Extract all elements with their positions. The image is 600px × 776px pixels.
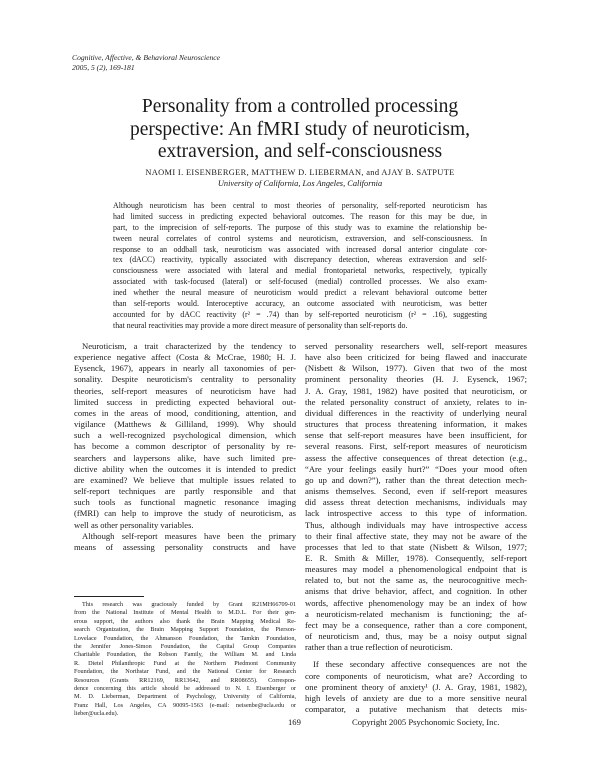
title-line: Personality from a controlled processing: [141, 96, 459, 117]
body-line: words, affective phenomenology may be an index of how: [305, 597, 527, 608]
body-line: structures that process threatening information, it makes: [305, 419, 527, 430]
body-line: Thus, although individuals may have introspective access: [305, 519, 527, 530]
footnote-line: Lovelace Foundation, the Ahmanson Foundation, the Tamkin Foundation,: [74, 634, 296, 642]
footnote-line: search Organization, the Brain Mapping Support Foundation, the Pierson-: [74, 626, 296, 634]
abstract-line: tex (dACC) reactivity, typically associated with discrepancy detection, whereas extraversion and self-: [113, 255, 487, 265]
body-line: comes in the areas of mood, conditioning, attention, and: [74, 407, 296, 418]
body-line: served personality researchers well, self-report measures: [305, 341, 527, 351]
abstract-line: response to an oddball task, neuroticism was associated with increased dorsal anterior cingulate cor-: [113, 244, 487, 254]
abstract-line: associated with task-focused (lateral) or self-focused (medial) controlled processes. We also exam-: [113, 277, 487, 287]
article-title: [60, 96, 540, 164]
body-line: (fMRI) can help to improve the study of neuroticism, as: [74, 508, 296, 519]
right-column: [305, 341, 527, 715]
footnote: [74, 601, 296, 719]
body-line: one prominent theory of anxiety¹ (J. A. Gray, 1981, 1982),: [305, 681, 527, 692]
title-line: perspective: An fMRI study of neuroticism,: [129, 118, 471, 140]
body-line: processes that led to that state (Nisbett & Wilson, 1977;: [305, 541, 527, 552]
journal-name: Cognitive, Affective, & Behavioral Neuroscience: [72, 53, 221, 62]
footnote-line: M. D. Lieberman, Department of Psychology, University of California,: [74, 693, 296, 701]
body-line: to their final affective state, they may not be aware of the: [305, 530, 527, 541]
abstract-line: part, to the imprecision of self-reports. The purpose of this study was to examine the relationship be-: [113, 222, 487, 232]
left-column: [74, 341, 296, 553]
abstract-line: than self-reports would. Interoceptive accuracy, an outcome associated with neuroticism, was better: [113, 299, 487, 309]
body-line: Eysenck, 1967), appears in nearly all taxonomies of per-: [74, 363, 296, 374]
body-line: “Are your feelings easily hurt?” “Does your mood often: [305, 463, 527, 474]
body-line: prominent personality theories (H. J. Eysenck, 1967;: [305, 374, 527, 385]
body-line: self-report techniques are partly responsible and that: [74, 486, 296, 497]
body-line: high levels of anxiety are due to a more sensitive neural: [305, 692, 527, 703]
body-line: vigilance (Matthews & Gilliland, 1999). Why should: [74, 419, 296, 430]
body-line: related to, but not the same as, the neurocognitive mech-: [305, 575, 527, 586]
body-line: dividual differences in the reactivity of underlying neural: [305, 407, 527, 418]
footnote-line: This research was graciously funded by Grant R21MH66709-01: [82, 601, 296, 608]
body-line: are examined? We believe that multiple issues related to: [74, 474, 296, 485]
body-line: dictive ability when the outcomes it is intended to predict: [74, 463, 296, 474]
body-line: anisms that drive behavior, affect, and cognition. In other: [305, 586, 527, 597]
abstract-line: had limited success in predicting expected behavioral outcomes. The reason for this may be due, in: [113, 211, 487, 221]
page-number: 169: [288, 717, 301, 727]
body-line: has become a common descriptor of personality by re-: [74, 441, 296, 452]
body-line: experience negative affect (Costa & McCrae, 1980; H. J.: [74, 352, 296, 363]
abstract-line: Although neuroticism has been central to most theories of personality, self-reported neuroticism has: [113, 201, 487, 210]
journal-citation: 2005, 5 (2), 169-181: [72, 62, 135, 72]
title-line: extraversion, and self-consciousness: [157, 141, 443, 162]
body-line: have also been criticized for being flawed and inaccurate: [305, 352, 527, 363]
abstract-line: ined whether the neural measure of neuroticism would predict a relevant behavioral outcome better: [113, 288, 487, 298]
body-line: of neuroticism and, thus, may be a noisy output signal: [305, 631, 527, 642]
abstract-line: that neural reactivities may provide a more direct measure of personality than self-reports do.: [113, 320, 408, 330]
abstract: [113, 201, 487, 332]
footnote-line: Foundation, the Northstar Fund, and the National Center for Research: [74, 668, 296, 676]
body-line: sense that self-report measures have been insufficient, for: [305, 430, 527, 441]
body-line: did assess threat detection mechanisms, individuals may: [305, 497, 527, 508]
author-block: [60, 168, 540, 189]
body-line: theories, self-report measures of neuroticism have had: [74, 385, 296, 396]
footnote-line: Resources (Grants RR12169, RR13642, and RR08655). Correspon-: [74, 676, 296, 684]
abstract-line: tween neural correlates of control systems and neuroticism, extraversion, and self-consciousness. In: [113, 233, 487, 243]
body-line: searchers and laypersons alike, have such limited pre-: [74, 452, 296, 463]
body-line: J. A. Gray, 1981, 1982) have posited that neuroticism, or: [305, 385, 527, 396]
footnote-line: from the National Institute of Mental Health to M.D.L. For their gen-: [74, 609, 296, 617]
body-line: such a well-recognized psychological dimension, which: [74, 430, 296, 441]
footnote-divider: [74, 596, 144, 597]
body-line: Although self-report measures have been the primary: [82, 530, 296, 541]
body-line: assess the affective consequences of threat detection (e.g.,: [305, 452, 527, 463]
body-line: such tools as functional magnetic resonance imaging: [74, 497, 296, 508]
body-line: anisms themselves. Second, even if self-report measures: [305, 486, 527, 497]
body-line: sonality. Despite neuroticism's centrality to personality: [74, 374, 296, 385]
body-line: well as other personality variables.: [74, 519, 194, 530]
body-line: limited success in predicting expected behavioral out-: [74, 396, 296, 407]
body-line: E. R. Smith & Miller, 1978). Consequently, self-report: [305, 552, 527, 563]
body-line: Neuroticism, a trait characterized by the tendency to: [82, 341, 296, 351]
body-line: the related personality construct of anxiety, relates to in-: [305, 396, 527, 407]
author-names: NAOMI I. EISENBERGER, MATTHEW D. LIEBERMAN, and AJAY B. SATPUTE: [145, 168, 455, 177]
body-line: If these secondary affective consequences are not the: [313, 659, 527, 670]
journal-header: [72, 53, 220, 72]
body-line: lack introspective access to this type of information.: [305, 508, 527, 519]
body-line: (Nisbett & Wilson, 1977). Given that two of the most: [305, 363, 527, 374]
body-line: comparator, a putative mechanism that detects mis-: [305, 704, 527, 714]
footnote-line: Charitable Foundation, the Robson Family, the William M. and Linda: [74, 651, 296, 659]
footnote-line: Franz Hall, Los Angeles, CA 90095-1563 (e-mail: neisenbe@ucla.edu or: [74, 701, 296, 709]
body-line: fect may be a consequence, rather than a core component,: [305, 619, 527, 630]
footnote-line: erous support, the authors also thank the Brain Mapping Medical Re-: [74, 617, 296, 625]
body-line: means of assessing personality constructs and have: [74, 541, 296, 552]
body-line: go up and down?”), rather than the threat detection mech-: [305, 474, 527, 485]
footnote-line: dence concerning this article should be addressed to N. I. Eisenberger or: [74, 685, 296, 693]
author-affiliation: University of California, Los Angeles, California: [217, 178, 383, 188]
body-line: core components of neuroticism, what are? According to: [305, 670, 527, 681]
footnote-line: lieber@ucla.edu).: [74, 710, 119, 718]
body-line: a neuroticism-related mechanism is functioning; the af-: [305, 608, 527, 619]
footnote-line: R. Dietel Philanthropic Fund at the Northern Piedmont Community: [74, 659, 296, 667]
abstract-line: consciousness were associated with lateral and medial frontoparietal networks, respectively, typically: [113, 266, 487, 276]
copyright-notice: Copyright 2005 Psychonomic Society, Inc.: [352, 717, 500, 727]
body-line: measures may model a phenomenological endpoint that is: [305, 564, 527, 575]
footnote-line: the Jennifer Jones-Simon Foundation, the Capital Group Companies: [74, 643, 296, 651]
body-line: rather than a true reflection of neuroticism.: [305, 642, 453, 653]
body-line: several reasons. First, self-report measures of neuroticism: [305, 441, 527, 452]
abstract-line: accounted for by dACC reactivity (r² = .74) than by self-reported neuroticism (r² = .16), suggesting: [113, 309, 487, 319]
